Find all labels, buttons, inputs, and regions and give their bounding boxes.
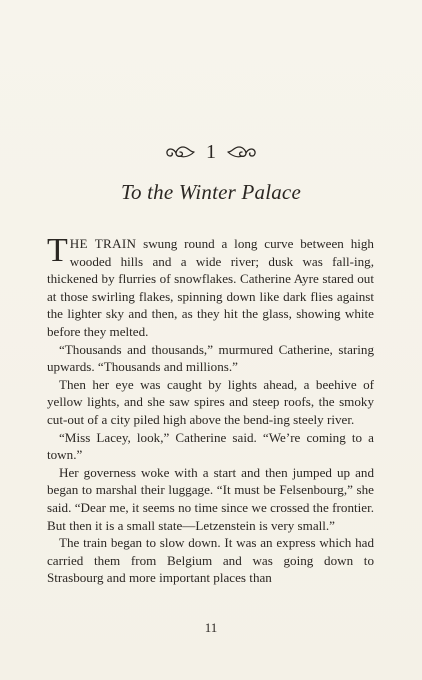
paragraph: “Thousands and thousands,” murmured Catherine, staring upwards. “Thousands and millions.” [47,341,374,375]
paragraph [47,232,374,341]
drop-cap: T [47,232,68,269]
body-text [47,232,374,587]
paragraph: Then her eye was caught by lights ahead, a beehive of yellow lights, and she saw spires and steep roofs, the smoky cut-out of a city piled high above the bend-ing steely river. [47,376,374,427]
scroll-ornament-left-icon [164,144,196,160]
chapter-number: 1 [206,141,216,163]
page-number: 11 [204,620,218,635]
chapter-title: To the Winter Palace [121,180,301,204]
paragraph: “Miss Lacey, look,” Catherine said. “We’re coming to a town.” [47,429,374,463]
paragraph-text: swung round a long curve between high wooded hills and a wide river; dusk was fall-ing, thickened by flurries of snowflakes. Catherine Ayre stared out at those swirling flakes, spinning down like dark flies against the lighter sky and then, as they hit the glass, showing white before they melted. [47,236,374,339]
paragraph: The train began to slow down. It was an express which had carried them from Belgium and was going down to Strasbourg and more important places than [47,535,374,586]
chapter-heading [0,138,422,166]
paragraph: Her governess woke with a start and then jumped up and began to marshal their luggage. “It must be Felsenbourg,” she said. “Dear me, it seems no time since we crossed the frontier. But then it is a small state—Letzenstein is very small.” [47,464,374,533]
lead-in: HE TRAIN [69,236,137,251]
scroll-ornament-right-icon [226,144,258,160]
